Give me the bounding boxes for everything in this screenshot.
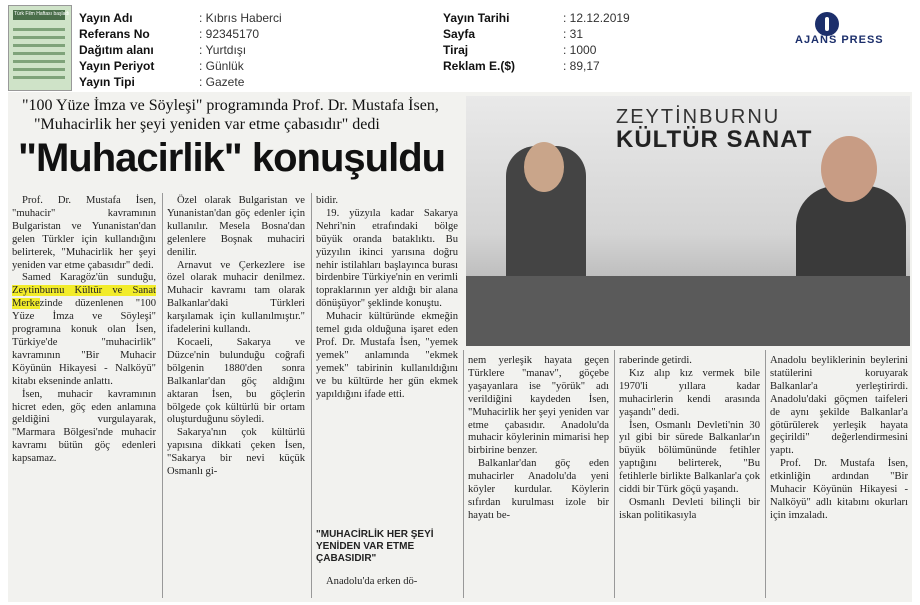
article-column-1 (12, 195, 156, 466)
meta-key: Yayın Adı (79, 11, 133, 25)
subtitle-line-2: "Muhacirlik her şeyi yeniden var etme çabasıdır" dedi (34, 116, 380, 133)
meta-key: Tiraj (443, 43, 469, 57)
paragraph: nem yerleşik hayata geçen Türklere "manav", göçebe yaşayanlara ise "yörük" adı verildiğini kaydeden İsen, "Muhacirlik her şeyi yeniden var etme çabasıdır. Anadolu'da muhacir köylerinin mimarisi hep birbirine benzer. (468, 355, 609, 457)
paragraph: Kız alıp kız vermek bile 1970'li yıllara kadar muhacirlerin kendi arasında yaşandı" dedi. (619, 367, 760, 418)
article-column-3 (316, 195, 458, 402)
meta-value: : 92345170 (199, 27, 260, 41)
speaker-right-head (821, 136, 877, 202)
article-photo (466, 96, 910, 346)
thumbnail-caption: Türk Film Haftası başladı (14, 11, 70, 17)
paragraph: raberinde getirdi. (619, 355, 692, 366)
photo-banner-1: ZEYTİNBURNU (616, 106, 781, 128)
ajans-press-logo-icon (815, 12, 839, 36)
box-heading: "MUHACİRLİK HER ŞEYİ YENİDEN VAR ETME ÇABASIDIR" (316, 529, 434, 564)
article-column-3-tail (316, 576, 458, 589)
article-subtitle (22, 96, 439, 134)
meta-key: Sayfa (443, 27, 476, 41)
panel-table (466, 276, 910, 346)
article-title: "Muhacirlik" konuşuldu (18, 136, 446, 180)
paragraph: Anadolu beyliklerinin beylerini statülerini koruyarak Balkanlar'a yerleştirirdi. Anadolu'daki göçmen taifeleri de aynı şekilde Balkanlar'a götürülerek yerleşik hayata geçirildi" değerlendirmesini yaptı. (770, 355, 908, 457)
column-divider (311, 193, 312, 598)
meta-value: : Günlük (199, 59, 244, 73)
paragraph: Prof. Dr. Mustafa İsen, etkinliğin ardından "Bir Muhacir Köyünün Hikayesi - Nalköyü" adlı kitabını okurları için imzaladı. (770, 458, 908, 521)
paragraph: Kocaeli, Sakarya ve Düzce'nin bulunduğu coğrafi bölgenin 1880'den sonra Balkanlar'dan göç aldığını aktaran İsen, bu göçlerin bölgede çok kültürlü bir ortam oluşturduğunu söyledi. (167, 336, 305, 426)
meta-key: Referans No (79, 27, 150, 41)
meta-value: : Yurtdışı (199, 43, 247, 57)
paragraph: Arnavut ve Çerkezlere ise özel olarak muhacir denilmez. Muhacir kavramı tam olarak Balkanlar'daki Türkleri karşılamak için kullanılmıştır." ifadelerini kullandı. (167, 259, 305, 336)
paragraph: Özel olarak Bulgaristan ve Yunanistan'dan göç edenler için kullanılır. Mesela Bosna'dan gelenlere Boşnak muhaciri denilir. (167, 195, 305, 258)
column-divider (463, 350, 464, 598)
column-divider (162, 193, 163, 598)
column-divider (614, 350, 615, 598)
meta-key: Yayın Tarihi (443, 11, 510, 25)
meta-value: : 12.12.2019 (563, 11, 630, 25)
meta-value: : 89,17 (563, 59, 600, 73)
clipping-thumbnail[interactable] (8, 5, 72, 91)
meta-value: : Kıbrıs Haberci (199, 11, 282, 25)
paragraph: Muhacir kültüründe ekmeğin temel gıda olduğuna işaret eden Prof. Dr. Mustafa İsen, "yemek yemek" anlamında "ekmek yemek" tabirinin kullanıldığını ve bu kültürde her gün ekmek yapıldığını ifade etti. (316, 311, 458, 400)
paragraph: Osmanlı Devleti bilinçli bir iskan politikasıyla (619, 496, 760, 521)
paragraph: İsen, Osmanlı Devleti'nin 30 yıl gibi bir sürede Balkanlar'ın büyük bölümününde fetihler yaptığını belirterek, "Bu fetihlerle birlikte Balkanlar'a çok ciddi bir Türk göçü yaşandı. (619, 419, 760, 496)
meta-right (443, 10, 630, 74)
meta-key: Reklam E.($) (443, 59, 516, 73)
meta-key: Dağıtım alanı (79, 43, 154, 57)
meta-key: Yayın Periyot (79, 59, 155, 73)
subtitle-line-1: "100 Yüze İmza ve Söyleşi" programında Prof. Dr. Mustafa İsen, (22, 97, 439, 114)
paragraph: İsen, muhacir kavramının hicret eden, göç eden anlamına geldiğini vurgulayarak, "Marmara Bölgesi'nde muhacir kavramı bütün göç edenleri kapsamaz. (12, 388, 156, 465)
paragraph: 19. yüzyıla kadar Sakarya Nehri'nin etrafındaki bölge büyük oranda bataklıktı. Bu yüzyılın ikinci yarısına doğru nehir istilahları başlayınca burası birdenbire Türkiye'nin en verimli topraklarının yer aldığı bir alana dönüşüyor" şeklinde konuştu. (316, 207, 458, 310)
paragraph: Anadolu'da erken dö- (326, 576, 418, 587)
article-column-4 (468, 355, 609, 523)
paragraph: Samed Karagöz'ün sunduğu, Zeytinburnu Kültür ve Sanat Merkezinde düzenlenen "100 Yüze İmza ve Söyleşi" programına konuk olan İsen, Türkiye'de "muhacirlik" kavramının "Bir Muhacir Köyünün Hikayesi - Nalköyü" kitabı ekseninde anlattı. (12, 272, 156, 387)
article-column-5 (619, 355, 760, 523)
highlighted-text: Zeytinburnu Kültür ve Sanat Merke (12, 285, 156, 310)
meta-value: : Gazete (199, 75, 245, 89)
photo-banner-2: KÜLTÜR SANAT (616, 126, 813, 153)
article-column-6 (770, 355, 908, 523)
column-divider (765, 350, 766, 598)
meta-key: Yayın Tipi (79, 75, 135, 89)
paragraph: Balkanlar'dan göç eden muhacirler Anadolu'da yeni köyler kurdular. Köylerin sıfırdan kurulması izole bir hayatı be- (468, 458, 609, 521)
paragraph: Sakarya'nın çok kültürlü yapısına dikkati çeken İsen, "Sakarya bir nevi küçük Osmanlı gi- (167, 427, 305, 478)
paragraph: bidir. (316, 195, 339, 206)
meta-value: : 1000 (563, 43, 597, 57)
meta-value: : 31 (563, 27, 584, 41)
paragraph: Prof. Dr. Mustafa İsen, "muhacir" kavramının Bulgaristan ve Yunanistan'dan gelen Türkler için kullandığını belirterek, "Muhacirlik her şeyi yeniden var etme çabasıdır" dedi. (12, 195, 156, 271)
article-column-2 (167, 195, 305, 479)
speaker-left-head (524, 142, 564, 192)
logo-text: AJANS PRESS (795, 34, 884, 46)
meta-left (79, 10, 282, 90)
